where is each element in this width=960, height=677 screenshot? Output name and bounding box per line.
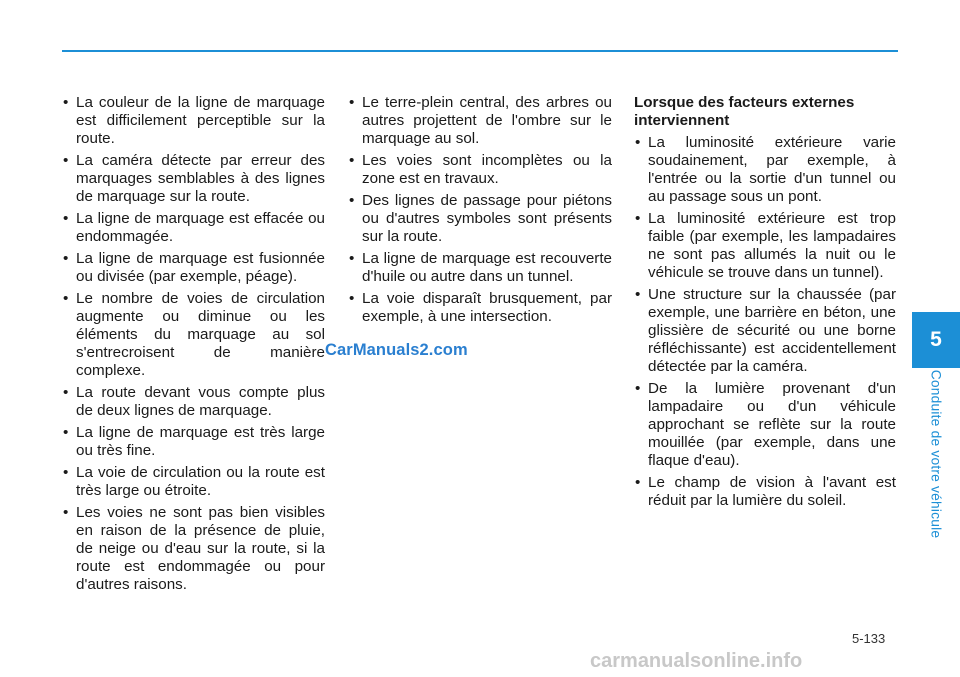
list-item: • La voie de circulation ou la route est très large ou étroite.: [62, 464, 325, 500]
column-3: [634, 94, 896, 514]
top-rule: [62, 50, 898, 52]
chapter-title: Conduite de votre véhicule: [928, 369, 944, 539]
list-item: • Le nombre de voies de circulation augmente ou diminue ou les éléments du marquage au sol s'entrecroisent de manière complexe.: [62, 290, 325, 380]
list-item: • Une structure sur la chaussée (par exemple, une barrière en béton, une glissière de sécurité ou une borne réfléchissante) est accidentellement détectée par la caméra.: [634, 286, 896, 376]
list-item: • La luminosité extérieure varie soudainement, par exemple, à l'entrée ou la sortie d'un tunnel ou au passage sous un pont.: [634, 134, 896, 206]
list-item: • La couleur de la ligne de marquage est difficilement perceptible sur la route.: [62, 94, 325, 148]
list-item: • La voie disparaît brusquement, par exemple, à une intersection.: [348, 290, 612, 326]
list-item: • La ligne de marquage est effacée ou endommagée.: [62, 210, 325, 246]
list-item: • La caméra détecte par erreur des marquages semblables à des lignes de marquage sur la route.: [62, 152, 325, 206]
list-item: • La luminosité extérieure est trop faible (par exemple, les lampadaires ne sont pas allumés la nuit ou le véhicule se trouve dans un tunnel).: [634, 210, 896, 282]
list-item: • Les voies sont incomplètes ou la zone est en travaux.: [348, 152, 612, 188]
list-item: • Le champ de vision à l'avant est réduit par la lumière du soleil.: [634, 474, 896, 510]
list-item: • De la lumière provenant d'un lampadaire ou d'un véhicule approchant se reflète sur la route mouillée (par exemple, dans une flaque d'eau).: [634, 380, 896, 470]
column-2: [348, 94, 612, 330]
list-item: • Les voies ne sont pas bien visibles en raison de la présence de pluie, de neige ou d'eau sur la route, si la route est endommagée ou pour d'autres raisons.: [62, 504, 325, 594]
list-item: • Le terre-plein central, des arbres ou autres projettent de l'ombre sur le marquage au sol.: [348, 94, 612, 148]
list-item: • La ligne de marquage est très large ou très fine.: [62, 424, 325, 460]
chapter-tab: [912, 312, 960, 368]
bullet-list-2: [348, 94, 612, 326]
list-item: • La ligne de marquage est recouverte d'huile ou autre dans un tunnel.: [348, 250, 612, 286]
list-item: • La ligne de marquage est fusionnée ou divisée (par exemple, péage).: [62, 250, 325, 286]
footer-watermark: carmanualsonline.info: [590, 650, 803, 672]
column-1: [62, 94, 325, 598]
bullet-list-1: [62, 94, 325, 594]
list-item: • La route devant vous compte plus de deux lignes de marquage.: [62, 384, 325, 420]
section-heading: Lorsque des facteurs externes interviennent: [634, 94, 855, 129]
chapter-number: 5: [930, 328, 942, 351]
watermark: CarManuals2.com: [325, 341, 468, 359]
page-number: 5-133: [852, 631, 886, 646]
list-item: • Des lignes de passage pour piétons ou d'autres symboles sont présents sur la route.: [348, 192, 612, 246]
bullet-list-3: [634, 134, 896, 510]
